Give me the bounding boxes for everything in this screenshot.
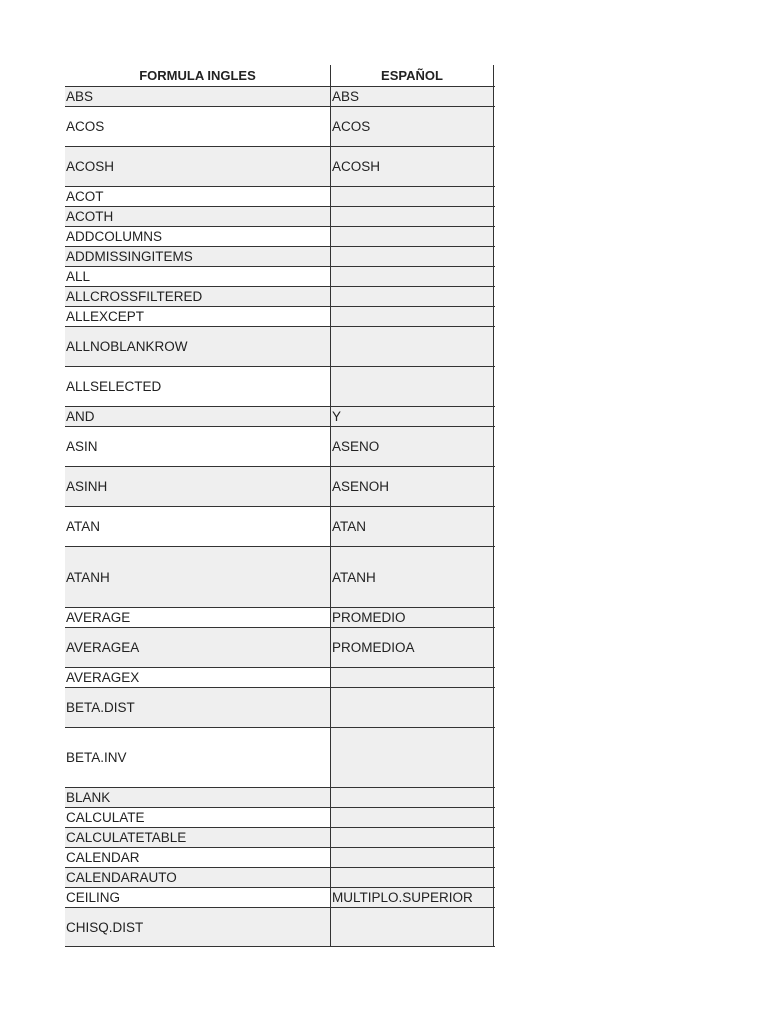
- cell-english: ASIN: [65, 427, 331, 466]
- table-row: [65, 727, 495, 787]
- cell-spanish: PROMEDIOA: [331, 628, 494, 667]
- cell-english: CALCULATE: [65, 808, 331, 827]
- table-row: [65, 546, 495, 607]
- table-row: [65, 206, 495, 226]
- table-row: [65, 326, 495, 366]
- cell-spanish: [331, 728, 494, 787]
- cell-english: CHISQ.DIST: [65, 908, 331, 946]
- cell-english: BLANK: [65, 788, 331, 807]
- table-row: [65, 426, 495, 466]
- cell-spanish: ATANH: [331, 547, 494, 607]
- cell-spanish: [331, 808, 494, 827]
- table-row: [65, 607, 495, 627]
- table-row: [65, 106, 495, 146]
- cell-english: BETA.DIST: [65, 688, 331, 727]
- cell-spanish: [331, 848, 494, 867]
- table-row: [65, 807, 495, 827]
- table-row: [65, 627, 495, 667]
- cell-spanish: [331, 688, 494, 727]
- cell-spanish: [331, 367, 494, 406]
- cell-spanish: [331, 287, 494, 306]
- cell-spanish: ATAN: [331, 507, 494, 546]
- cell-spanish: ASENO: [331, 427, 494, 466]
- cell-spanish: [331, 327, 494, 366]
- cell-english: ADDMISSINGITEMS: [65, 247, 331, 266]
- table-row: [65, 466, 495, 506]
- table-row: [65, 827, 495, 847]
- cell-spanish: [331, 187, 494, 206]
- cell-spanish: [331, 247, 494, 266]
- cell-english: ALLEXCEPT: [65, 307, 331, 326]
- cell-spanish: ASENOH: [331, 467, 494, 506]
- table-row: [65, 306, 495, 326]
- table-row: [65, 667, 495, 687]
- header-spanish: ESPAÑOL: [331, 65, 494, 86]
- table-row: [65, 366, 495, 406]
- cell-english: AND: [65, 407, 331, 426]
- cell-spanish: PROMEDIO: [331, 608, 494, 627]
- cell-spanish: [331, 668, 494, 687]
- table-row: [65, 787, 495, 807]
- cell-english: ACOTH: [65, 207, 331, 226]
- table-row: [65, 186, 495, 206]
- cell-spanish: [331, 267, 494, 286]
- cell-spanish: [331, 227, 494, 246]
- cell-english: AVERAGE: [65, 608, 331, 627]
- cell-spanish: [331, 788, 494, 807]
- cell-english: CEILING: [65, 888, 331, 907]
- table-row: [65, 907, 495, 947]
- cell-english: ATANH: [65, 547, 331, 607]
- cell-english: AVERAGEX: [65, 668, 331, 687]
- formula-translation-table: [65, 65, 495, 947]
- table-row: [65, 867, 495, 887]
- cell-spanish: ABS: [331, 87, 494, 106]
- table-row: [65, 226, 495, 246]
- cell-spanish: [331, 828, 494, 847]
- cell-english: CALCULATETABLE: [65, 828, 331, 847]
- cell-english: ADDCOLUMNS: [65, 227, 331, 246]
- table-body: [65, 86, 495, 947]
- cell-english: ATAN: [65, 507, 331, 546]
- table-row: [65, 687, 495, 727]
- cell-spanish: [331, 868, 494, 887]
- cell-english: AVERAGEA: [65, 628, 331, 667]
- table-row: [65, 86, 495, 106]
- cell-english: ACOS: [65, 107, 331, 146]
- table-row: [65, 887, 495, 907]
- cell-english: ACOSH: [65, 147, 331, 186]
- cell-english: ALL: [65, 267, 331, 286]
- table-row: [65, 246, 495, 266]
- cell-spanish: MULTIPLO.SUPERIOR: [331, 888, 494, 907]
- table-row: [65, 146, 495, 186]
- cell-english: BETA.INV: [65, 728, 331, 787]
- cell-english: ACOT: [65, 187, 331, 206]
- cell-spanish: ACOS: [331, 107, 494, 146]
- cell-spanish: [331, 307, 494, 326]
- cell-english: CALENDAR: [65, 848, 331, 867]
- cell-spanish: Y: [331, 407, 494, 426]
- header-english: FORMULA INGLES: [65, 65, 331, 86]
- cell-english: ALLSELECTED: [65, 367, 331, 406]
- table-row: [65, 286, 495, 306]
- table-row: [65, 847, 495, 867]
- table-header: [65, 65, 495, 86]
- cell-spanish: [331, 207, 494, 226]
- cell-spanish: [331, 908, 494, 946]
- cell-english: ABS: [65, 87, 331, 106]
- cell-spanish: ACOSH: [331, 147, 494, 186]
- table-row: [65, 506, 495, 546]
- cell-english: ASINH: [65, 467, 331, 506]
- cell-english: ALLNOBLANKROW: [65, 327, 331, 366]
- cell-english: ALLCROSSFILTERED: [65, 287, 331, 306]
- table-row: [65, 406, 495, 426]
- table-row: [65, 266, 495, 286]
- cell-english: CALENDARAUTO: [65, 868, 331, 887]
